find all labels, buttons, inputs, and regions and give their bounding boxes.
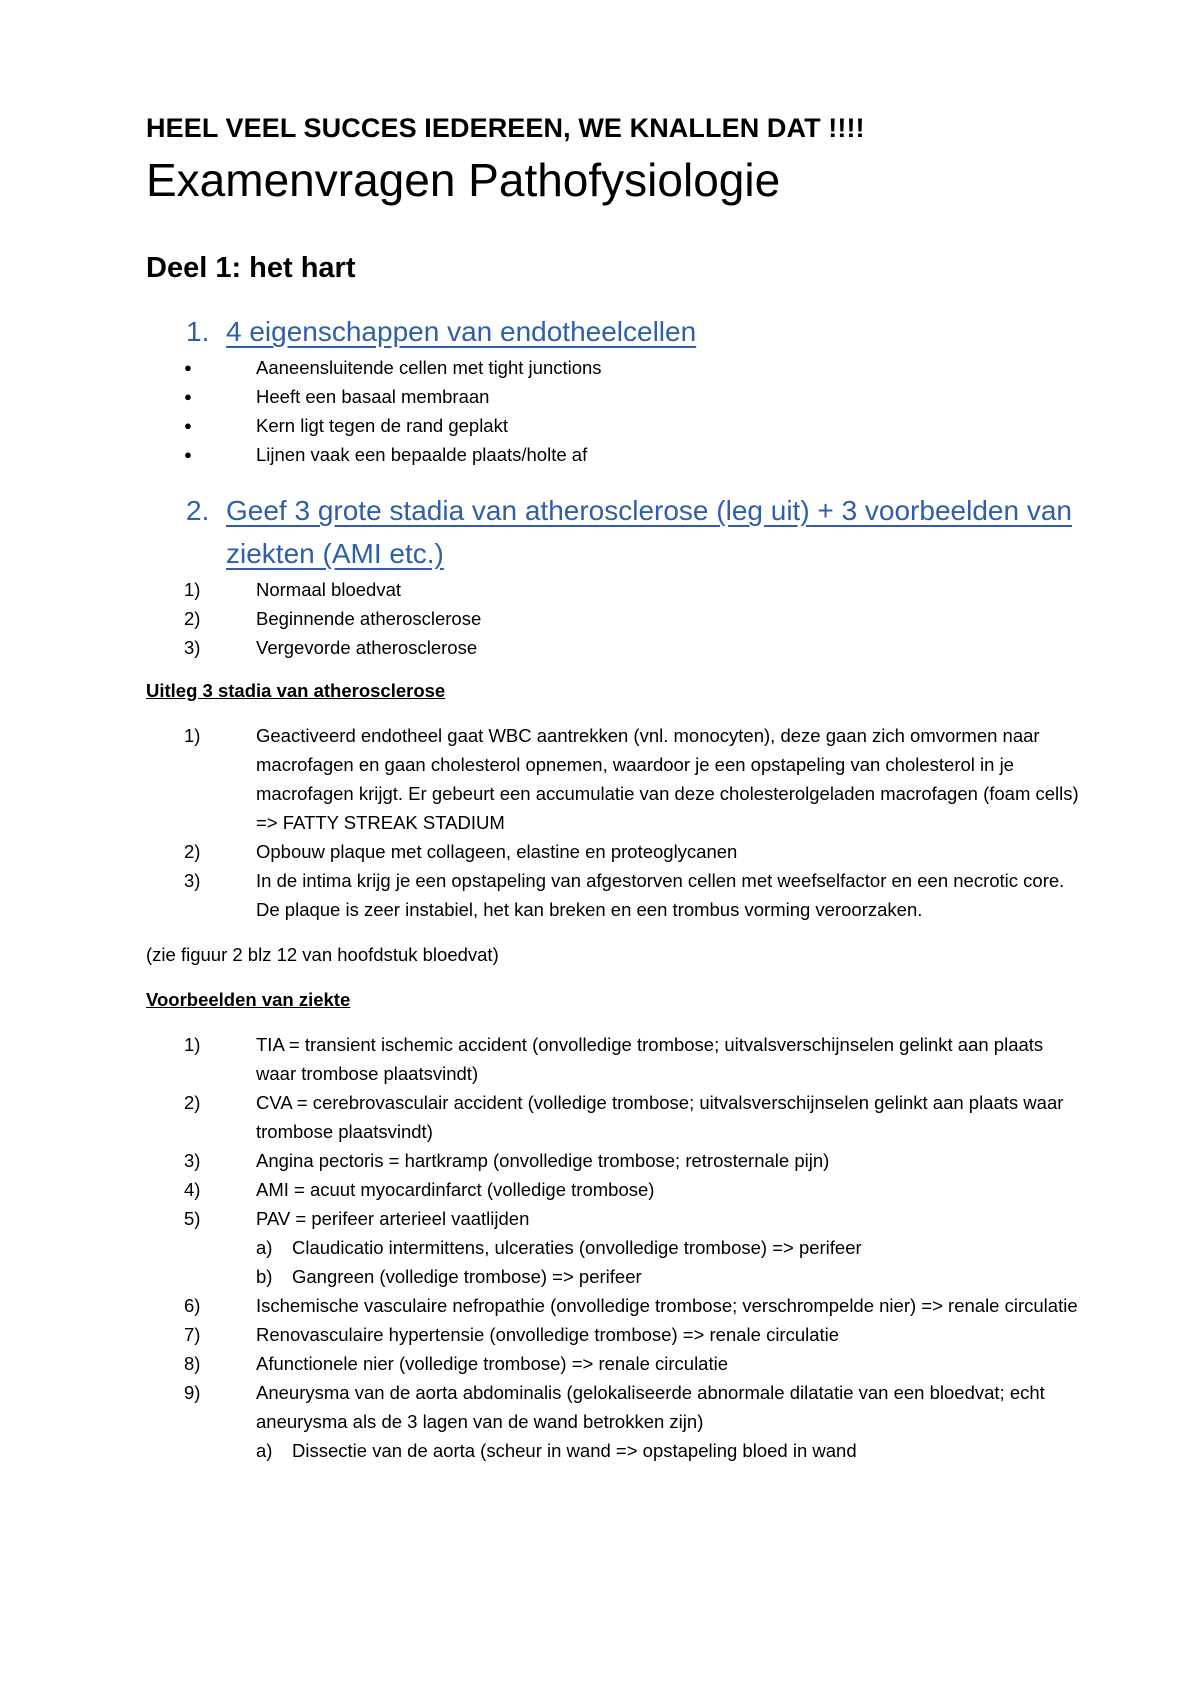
- banner-text: HEEL VEEL SUCCES IEDEREEN, WE KNALLEN DAT !!!!: [146, 113, 865, 143]
- list-item: ● Kern ligt tegen de rand geplakt: [146, 411, 1080, 440]
- bullet-icon: ●: [184, 447, 192, 462]
- list-item: 3) In de intima krijg je een opstapeling van afgestorven cellen met weefselfactor en een necrotic core. De plaque is zeer instabiel, het kan breken en een trombus vorming veroorzaken.: [184, 870, 1065, 920]
- stages-list: [146, 575, 1080, 662]
- bullet-icon: ●: [184, 418, 192, 433]
- page-title: Examenvragen Pathofysiologie: [146, 154, 781, 206]
- list-item: 1) TIA = transient ischemic accident (onvolledige trombose; uitvalsverschijnselen gelinkt aan plaats waar trombose plaatsvindt): [184, 1034, 1044, 1084]
- list-item: 8) Afunctionele nier (volledige trombose) => renale circulatie: [184, 1353, 729, 1374]
- section-heading: Deel 1: het hart: [146, 252, 356, 284]
- bullet-icon: ●: [184, 360, 192, 375]
- figure-note: (zie figuur 2 blz 12 van hoofdstuk bloedvat): [146, 944, 499, 965]
- sub-list-item: a) Claudicatio intermittens, ulceraties (onvolledige trombose) => perifeer: [256, 1237, 862, 1258]
- explain-heading: Uitleg 3 stadia van atherosclerose: [146, 680, 446, 701]
- list-item: 2) Beginnende atherosclerose: [184, 608, 482, 629]
- list-item: 7) Renovasculaire hypertensie (onvolledige trombose) => renale circulatie: [184, 1324, 840, 1345]
- examples-list: [146, 1030, 1080, 1465]
- list-item: 1) Normaal bloedvat: [184, 579, 401, 600]
- list-item: 4) AMI = acuut myocardinfarct (volledige trombose): [184, 1179, 655, 1200]
- question-1-heading: [146, 310, 1080, 353]
- examples-heading: Voorbeelden van ziekte: [146, 989, 351, 1010]
- list-item: 1) Geactiveerd endotheel gaat WBC aantrekken (vnl. monocyten), deze gaan zich omvormen naar macrofagen en gaan cholesterol opnemen, waardoor je een opstapeling van cholesterol in je macrofagen krijgt. Er gebeurt een accumulatie van deze cholesterolgeladen macrofagen (foam cells) => FATTY STREAK STADIUM: [184, 725, 1079, 833]
- question-text: Geef 3 grote stadia van atherosclerose (leg uit) + 3 voorbeelden van ziekten (AMI etc.): [226, 495, 1072, 569]
- list-item: 5) PAV = perifeer arterieel vaatlijden: [184, 1208, 530, 1229]
- question-number: 2.: [186, 495, 210, 526]
- list-item: ● Lijnen vaak een bepaalde plaats/holte af: [146, 440, 1080, 469]
- list-item: 2) Opbouw plaque met collageen, elastine en proteoglycanen: [184, 841, 738, 862]
- question-2-heading: [146, 489, 1080, 575]
- sub-list-item: a) Dissectie van de aorta (scheur in wand => opstapeling bloed in wand: [256, 1440, 857, 1461]
- explain-list: [146, 721, 1080, 924]
- list-item: 3) Vergevorde atherosclerose: [184, 637, 478, 658]
- list-item: 9) Aneurysma van de aorta abdominalis (gelokaliseerde abnormale dilatatie van een bloedvat; echt aneurysma als de 3 lagen van de wand betrokken zijn): [184, 1382, 1045, 1432]
- list-item: 6) Ischemische vasculaire nefropathie (onvolledige trombose; verschrompelde nier) => renale circulatie: [184, 1295, 1078, 1316]
- list-item: ● Aaneensluitende cellen met tight junctions: [146, 353, 1080, 382]
- question-number: 1.: [186, 316, 210, 347]
- sub-list-item: b) Gangreen (volledige trombose) => perifeer: [256, 1266, 642, 1287]
- bullet-icon: ●: [184, 389, 192, 404]
- list-item: 2) CVA = cerebrovasculair accident (volledige trombose; uitvalsverschijnselen gelinkt aan plaats waar trombose plaatsvindt): [184, 1092, 1064, 1142]
- list-item: ● Heeft een basaal membraan: [146, 382, 1080, 411]
- question-text: 4 eigenschappen van endotheelcellen: [226, 316, 697, 347]
- list-item: 3) Angina pectoris = hartkramp (onvolledige trombose; retrosternale pijn): [184, 1150, 830, 1171]
- endothelial-properties-list: [146, 353, 1080, 469]
